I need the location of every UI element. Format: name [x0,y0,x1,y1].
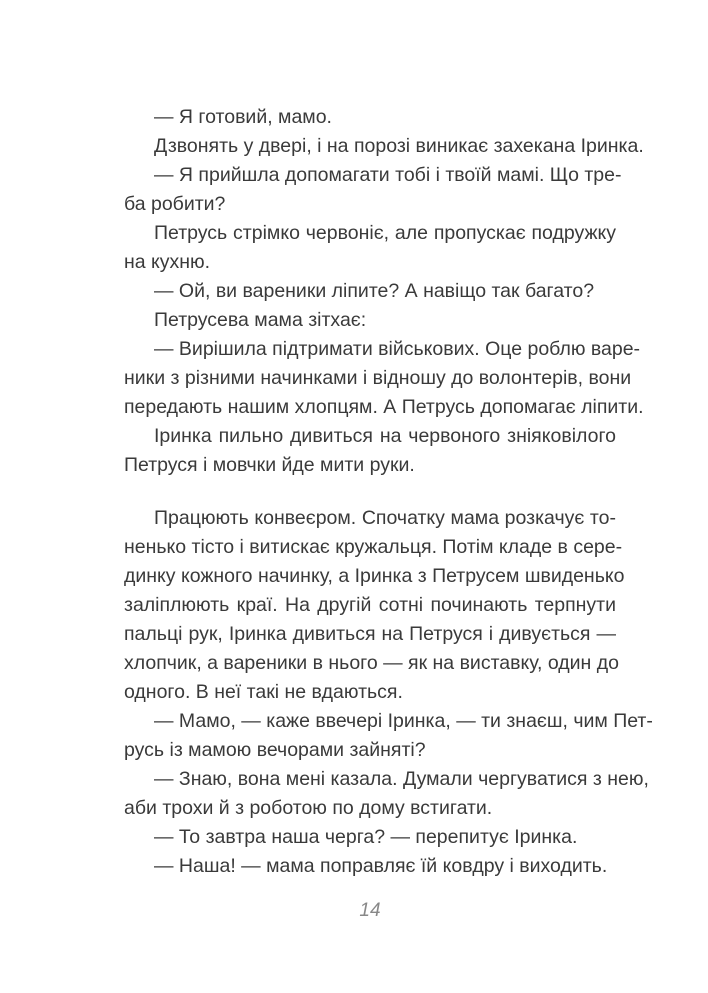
text-line: на кухню. [124,251,211,273]
text-line: Петруся і мовчки йде мити руки. [124,454,415,476]
text-line: — То завтра наша черга? — перепитує Іринка. [154,826,578,848]
page-number: 14 [359,900,381,921]
paragraph [124,707,653,765]
text-line: ненько тісто і витискає кружальця. Потім кладе в сере- [124,536,623,558]
text-line: пальці рук, Іринка дивиться на Петруся і дивується — [124,623,616,645]
paragraph [124,103,616,132]
paragraph [124,823,616,852]
text-line: — Вирішила підтримати військових. Оце роблю варе- [154,338,641,360]
text-line: одного. В неї такі не вдаються. [124,681,403,703]
paragraph [124,765,649,823]
text-line: Іринка пильно дивиться на червоного знiяковілого [154,425,616,447]
text-line: динку кожного начинку, а Іринка з Петрусем швиденько [124,565,625,587]
text-line: Петрусева мама зітхає: [154,309,367,331]
text-line: Петрусь стрімко червоніє, але пропускає подружку [154,222,616,244]
text-line: аби трохи й з роботою по дому встигати. [124,797,493,819]
text-line: Дзвонять у двері, і на порозі виникає захекана Іринка. [154,135,644,157]
text-line: ба робити? [124,193,226,215]
paragraph [124,161,622,219]
paragraph [124,306,616,335]
paragraph [124,422,616,480]
text-line: — Наша! — мама поправляє їй ковдру і виходить. [154,855,608,877]
paragraph [124,504,625,707]
paragraph [124,132,644,161]
text-line: — Я готовий, мамо. [154,106,332,128]
paragraph [124,277,616,306]
text-line: русь із мамою вечорами зайняті? [124,739,426,761]
text-line: — Мамо, — каже ввечері Іринка, — ти знаєш, чим Пет- [154,710,653,732]
text-line: Працюють конвеєром. Спочатку мама розкачує то- [154,507,616,529]
text-line: передають нашим хлопцям. А Петрусь допомагає ліпити. [124,396,644,418]
text-line: ники з різними начинками і відношу до волонтерів, вони [124,367,632,389]
text-line: — Ой, ви вареники ліпите? А навіщо так багато? [154,280,595,302]
section-gap [124,480,616,504]
paragraph [124,335,644,422]
paragraph [124,219,616,277]
text-line: — Я прийшла допомагати тобі і твоїй мамі. Що тре- [154,164,622,186]
text-line: хлопчик, а вареники в нього — як на виставку, один до [124,652,619,674]
paragraph [124,852,616,881]
text-line: — Знаю, вона мені казала. Думали чергуватися з нею, [154,768,649,790]
text-line: заліплюють краї. На другій сотні починають терпнути [124,594,616,616]
book-page-text [124,103,653,881]
